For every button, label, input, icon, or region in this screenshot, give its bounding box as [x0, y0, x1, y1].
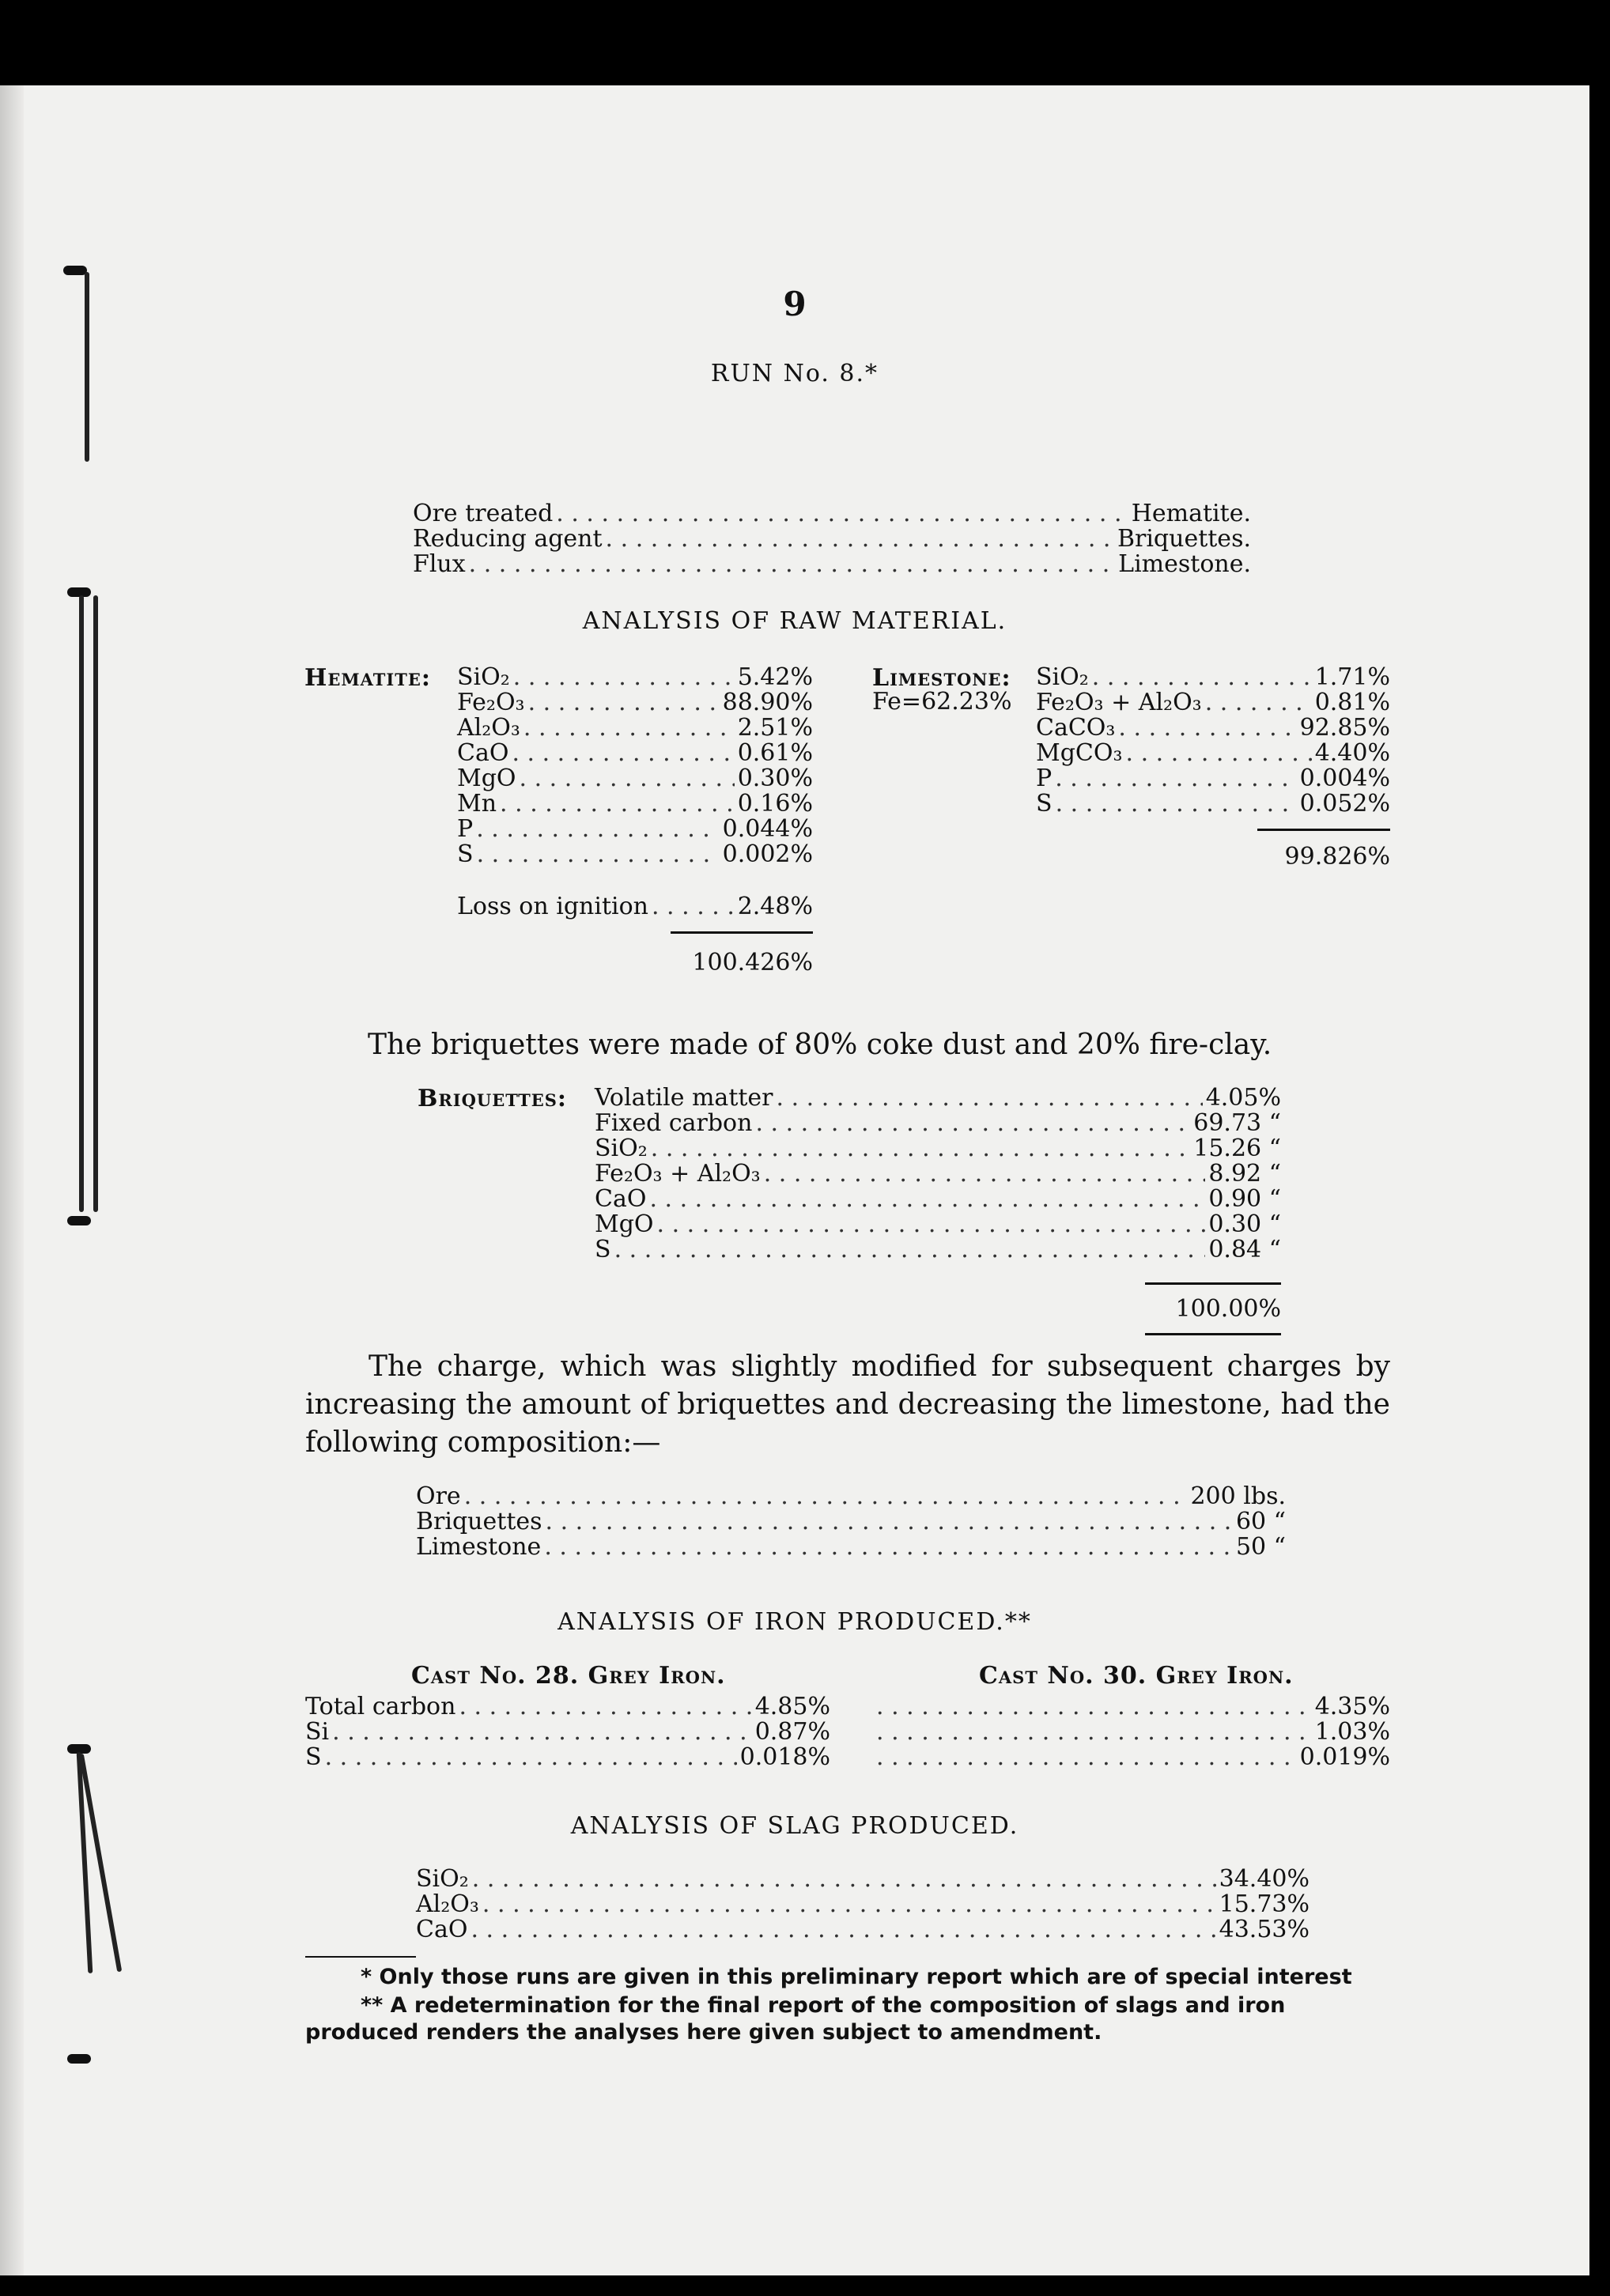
- raw-material-heading: ANALYSIS OF RAW MATERIAL.: [582, 607, 1007, 635]
- slag-value: 34.40%: [1219, 1865, 1310, 1893]
- dot-leader: [546, 1509, 1233, 1535]
- limestone-value: 92.85%: [1299, 714, 1390, 742]
- briquettes-total: 100.00%: [1175, 1295, 1281, 1323]
- hematite-total: 100.426%: [692, 949, 813, 976]
- run-title: RUN No. 8.*: [710, 360, 879, 387]
- dot-leader: [469, 551, 1116, 578]
- briquette-value: 0.84 “: [1208, 1236, 1281, 1263]
- run-info-row: [413, 526, 1251, 553]
- charge-label: Limestone: [416, 1533, 542, 1561]
- briquette-value: 0.90 “: [1208, 1185, 1281, 1213]
- page-number: 9: [783, 285, 807, 323]
- slag-row: [416, 1891, 1310, 1918]
- dot-leader: [764, 1161, 1206, 1188]
- iron-row-cast30: [873, 1719, 1390, 1746]
- dot-leader: [651, 1135, 1190, 1162]
- hematite-label: Fe₂O₃: [457, 689, 525, 716]
- briquette-label: S: [595, 1236, 611, 1263]
- sum-rule: [1145, 1282, 1281, 1285]
- run-info-value: Briquettes.: [1117, 525, 1251, 553]
- dot-leader: [512, 740, 734, 767]
- dot-leader: [464, 1483, 1188, 1510]
- binding-knot: [63, 266, 87, 275]
- limestone-label: Fe₂O₃ + Al₂O₃: [1036, 689, 1202, 716]
- briquette-label: SiO₂: [595, 1135, 648, 1162]
- limestone-row: [1036, 740, 1390, 767]
- limestone-row: [1036, 765, 1390, 792]
- briquette-label: Volatile matter: [595, 1084, 773, 1112]
- cast28-value: 0.87%: [754, 1718, 830, 1746]
- briquette-row: [595, 1135, 1281, 1162]
- iron-label: Total carbon: [305, 1693, 456, 1720]
- slag-row: [416, 1866, 1310, 1893]
- footnote-rule: [305, 1956, 416, 1958]
- hematite-value: 0.002%: [722, 840, 813, 868]
- dot-leader: [1092, 664, 1312, 691]
- dot-leader: [1126, 740, 1312, 767]
- iron-row-cast30: [873, 1744, 1390, 1771]
- dot-leader: [606, 526, 1114, 553]
- hematite-label: Al₂O₃: [457, 714, 520, 742]
- run-info-row: [413, 500, 1251, 527]
- hematite-row: [457, 740, 813, 767]
- dot-leader: [332, 1719, 752, 1746]
- iron-row-cast30: [873, 1694, 1390, 1720]
- limestone-fe-note: Fe=62.23%: [872, 688, 1012, 716]
- briquette-value: 8.92 “: [1208, 1160, 1281, 1188]
- hematite-value: 0.16%: [737, 790, 813, 818]
- footnote-1: * Only those runs are given in this preliminary report which are of special interest: [361, 1965, 1352, 1989]
- binding-knot: [67, 2054, 91, 2064]
- hematite-label: MgO: [457, 765, 516, 792]
- briquette-row: [595, 1211, 1281, 1238]
- run-info-row: [413, 551, 1251, 578]
- cast28-value: 4.85%: [754, 1693, 830, 1720]
- cast-28-heading: Cast No. 28. Grey Iron.: [411, 1662, 726, 1690]
- hematite-row: [457, 715, 813, 742]
- dot-leader: [500, 791, 735, 818]
- charge-paragraph: The charge, which was slightly modified for subsequent charges by increasing the amount of briquettes and decreasing the limestone, had the following composition:—: [305, 1350, 1390, 1459]
- limestone-value: 0.052%: [1299, 790, 1390, 818]
- cast30-value: 4.35%: [1314, 1693, 1390, 1720]
- hematite-row: [457, 791, 813, 818]
- hematite-value: 88.90%: [722, 689, 813, 716]
- hematite-value: 2.51%: [737, 714, 813, 742]
- charge-label: Briquettes: [416, 1508, 542, 1535]
- dot-leader: [777, 1085, 1203, 1112]
- charge-row: [416, 1483, 1286, 1510]
- dot-leader: [544, 1534, 1233, 1561]
- slag-row: [416, 1916, 1310, 1943]
- slag-label: CaO: [416, 1916, 468, 1943]
- dot-leader: [876, 1694, 1312, 1720]
- slag-value: 43.53%: [1219, 1916, 1310, 1943]
- dot-leader: [472, 1866, 1216, 1893]
- limestone-row: [1036, 689, 1390, 716]
- limestone-total: 99.826%: [1284, 843, 1390, 870]
- dot-leader: [1055, 765, 1296, 792]
- limestone-value: 0.004%: [1299, 765, 1390, 792]
- dot-leader: [755, 1110, 1190, 1137]
- limestone-label: P: [1036, 765, 1053, 792]
- run-info-value: Limestone.: [1118, 550, 1251, 578]
- dot-leader: [471, 1916, 1215, 1943]
- briquette-row: [595, 1186, 1281, 1213]
- briquette-label: CaO: [595, 1185, 647, 1213]
- dot-leader: [1118, 715, 1296, 742]
- loss-value: 2.48%: [737, 893, 813, 920]
- iron-label: Si: [305, 1718, 330, 1746]
- hematite-label: SiO₂: [457, 663, 510, 691]
- limestone-value: 1.71%: [1314, 663, 1390, 691]
- loss-label: Loss on ignition: [457, 893, 648, 920]
- dot-leader: [325, 1744, 737, 1771]
- dot-leader: [657, 1211, 1206, 1238]
- briquette-label: MgO: [595, 1210, 654, 1238]
- briquette-row: [595, 1085, 1281, 1112]
- briquette-value: 4.05%: [1205, 1084, 1281, 1112]
- dot-leader: [523, 715, 735, 742]
- charge-value: 60 “: [1235, 1508, 1286, 1535]
- limestone-label: CaCO₃: [1036, 714, 1116, 742]
- dot-leader: [652, 893, 735, 920]
- hematite-label: CaO: [457, 739, 509, 767]
- dot-leader: [1056, 791, 1297, 818]
- dot-leader: [477, 841, 720, 868]
- limestone-row: [1036, 791, 1390, 818]
- limestone-label: SiO₂: [1036, 663, 1089, 691]
- limestone-label: MgCO₃: [1036, 739, 1123, 767]
- hematite-row: [457, 816, 813, 843]
- briquette-value: 69.73 “: [1193, 1109, 1281, 1137]
- charge-row: [416, 1509, 1286, 1535]
- slag-label: SiO₂: [416, 1865, 469, 1893]
- briquette-label: Fe₂O₃ + Al₂O₃: [595, 1160, 761, 1188]
- hematite-row: [457, 841, 813, 868]
- limestone-label: Limestone:: [872, 664, 1011, 692]
- cast28-value: 0.018%: [739, 1743, 830, 1771]
- run-info-label: Ore treated: [413, 500, 554, 527]
- briquette-sentence: The briquettes were made of 80% coke dust and 20% fire-clay.: [368, 1029, 1272, 1061]
- hematite-label: S: [457, 840, 474, 868]
- loss-on-ignition-row: [457, 893, 813, 920]
- dot-leader: [513, 664, 735, 691]
- iron-row-cast28: [305, 1744, 830, 1771]
- dot-leader: [614, 1237, 1206, 1263]
- hematite-label: Hematite:: [304, 664, 431, 692]
- binding-knot: [67, 1216, 91, 1225]
- iron-row-cast28: [305, 1694, 830, 1720]
- slag-label: Al₂O₃: [416, 1890, 479, 1918]
- briquette-value: 15.26 “: [1193, 1135, 1281, 1162]
- sum-rule: [1145, 1333, 1281, 1335]
- slag-value: 15.73%: [1219, 1890, 1310, 1918]
- hematite-label: P: [457, 815, 474, 843]
- hematite-label: Mn: [457, 790, 497, 818]
- dot-leader: [476, 816, 719, 843]
- dot-leader: [556, 500, 1128, 527]
- hematite-value: 0.61%: [737, 739, 813, 767]
- dot-leader: [520, 765, 735, 792]
- charge-label: Ore: [416, 1482, 461, 1510]
- sum-rule: [1257, 829, 1390, 831]
- briquette-row: [595, 1110, 1281, 1137]
- binding-spine: [0, 85, 24, 2275]
- charge-value: 200 lbs.: [1190, 1482, 1286, 1510]
- dot-leader: [1205, 689, 1312, 716]
- dot-leader: [876, 1719, 1312, 1746]
- briquette-row: [595, 1237, 1281, 1263]
- hematite-row: [457, 664, 813, 691]
- slag-heading: ANALYSIS OF SLAG PRODUCED.: [570, 1812, 1019, 1840]
- limestone-row: [1036, 715, 1390, 742]
- dot-leader: [459, 1694, 751, 1720]
- run-info-label: Reducing agent: [413, 525, 603, 553]
- limestone-value: 0.81%: [1314, 689, 1390, 716]
- cast-30-heading: Cast No. 30. Grey Iron.: [979, 1662, 1294, 1690]
- run-info-label: Flux: [413, 550, 466, 578]
- briquette-label: Fixed carbon: [595, 1109, 753, 1137]
- hematite-value: 5.42%: [737, 663, 813, 691]
- charge-row: [416, 1534, 1286, 1561]
- binding-thread: [93, 595, 98, 1212]
- dot-leader: [482, 1891, 1216, 1918]
- hematite-value: 0.044%: [722, 815, 813, 843]
- hematite-row: [457, 765, 813, 792]
- iron-row-cast28: [305, 1719, 830, 1746]
- dot-leader: [649, 1186, 1205, 1213]
- sum-rule: [671, 931, 813, 934]
- binding-thread: [79, 595, 84, 1212]
- hematite-value: 0.30%: [737, 765, 813, 792]
- limestone-value: 4.40%: [1314, 739, 1390, 767]
- cast30-value: 0.019%: [1299, 1743, 1390, 1771]
- dot-leader: [876, 1744, 1297, 1771]
- iron-label: S: [305, 1743, 322, 1771]
- limestone-row: [1036, 664, 1390, 691]
- footnote-2: ** A redetermination for the final report of the composition of slags and iron produced renders the analyses here given subject to amendment.: [305, 1993, 1286, 2045]
- limestone-label: S: [1036, 790, 1053, 818]
- briquette-value: 0.30 “: [1208, 1210, 1281, 1238]
- cast30-value: 1.03%: [1314, 1718, 1390, 1746]
- hematite-row: [457, 689, 813, 716]
- dot-leader: [528, 689, 720, 716]
- charge-value: 50 “: [1235, 1533, 1286, 1561]
- briquettes-label: Briquettes:: [418, 1085, 567, 1112]
- iron-heading: ANALYSIS OF IRON PRODUCED.**: [557, 1608, 1032, 1636]
- briquette-row: [595, 1161, 1281, 1188]
- run-info-value: Hematite.: [1131, 500, 1251, 527]
